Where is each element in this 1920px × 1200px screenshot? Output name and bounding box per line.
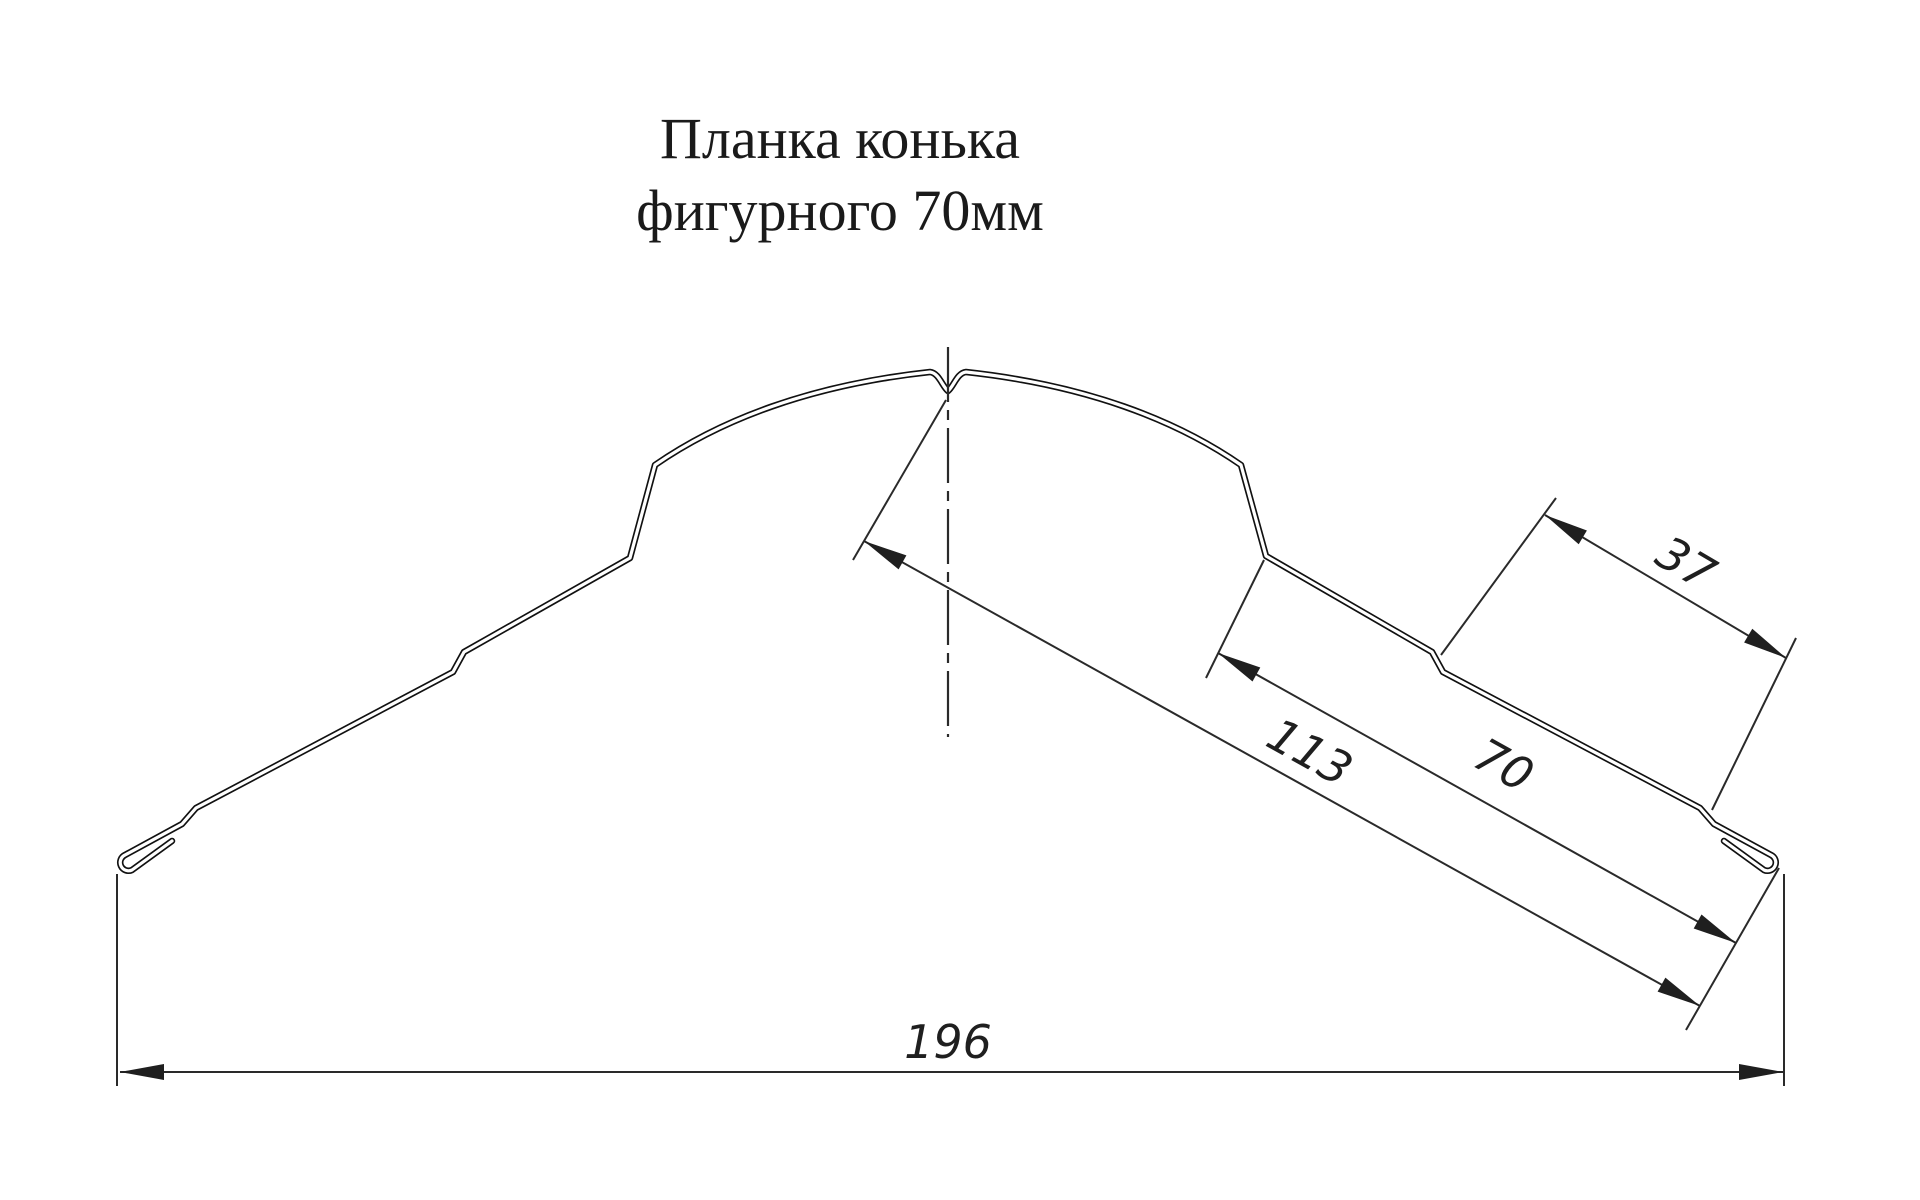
extension-line-end-step bbox=[1712, 638, 1796, 810]
dimension-line-70 bbox=[1218, 653, 1736, 943]
arrowhead-113-left bbox=[864, 541, 906, 569]
dimension-arrowheads bbox=[120, 515, 1786, 1080]
arrowhead-70-left bbox=[1218, 653, 1260, 682]
arrowhead-70-right bbox=[1694, 915, 1736, 944]
dimension-label-196: 196 bbox=[904, 1015, 992, 1069]
arrowhead-196-left bbox=[120, 1064, 164, 1080]
page-title-line-2: фигурного 70мм bbox=[636, 178, 1044, 243]
dimension-line-113 bbox=[864, 541, 1700, 1006]
page-title-line-1: Планка конька bbox=[660, 106, 1020, 171]
dimension-label-113: 113 bbox=[1258, 707, 1362, 798]
extension-line-mid-step bbox=[1441, 498, 1556, 655]
dimension-label-70: 70 bbox=[1465, 727, 1543, 803]
arrowhead-113-right bbox=[1658, 978, 1700, 1006]
arrowhead-196-right bbox=[1739, 1064, 1783, 1080]
extension-line-apex bbox=[853, 400, 946, 560]
arrowhead-37-right bbox=[1744, 629, 1786, 658]
dimension-lines bbox=[120, 515, 1786, 1072]
arrowhead-37-left bbox=[1545, 515, 1587, 544]
dimension-label-37: 37 bbox=[1647, 525, 1726, 602]
extension-lines bbox=[117, 400, 1796, 1086]
